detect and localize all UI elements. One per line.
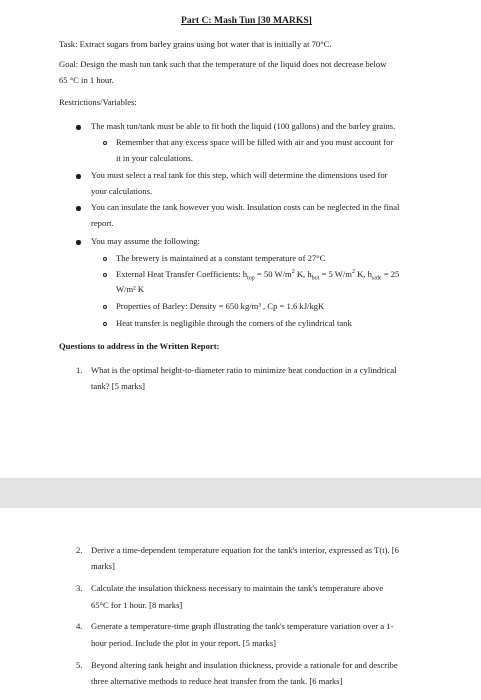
sub-bullet-1-1-line-1: Remember that any excess space will be filled with air and you must account for <box>116 137 394 147</box>
question-1-line-2: tank? [5 marks] <box>91 381 145 391</box>
question-1-line-1: What is the optimal height-to-diameter ratio to minimize heat conduction in a cylindrical <box>91 365 397 375</box>
question-2-line-2: marks] <box>91 561 115 571</box>
question-5-line-2: three alternative methods to reduce heat transfer from the tank. [6 marks] <box>91 676 343 686</box>
sub-bullet-4-2-line-1: External Heat Transfer Coefficients: $h_{top} = 50$ $W/m^2$ K, $h_{bot} = 5$ $W/m^2$ K, $h_{side} = 25$ <box>116 269 400 282</box>
question-2-number: 2. <box>76 545 83 555</box>
question-4-line-2: hour period. Include the plot in your report. [5 marks] <box>91 638 276 648</box>
sub-bullet-4-3 <box>103 305 107 309</box>
question-4-line-1: Generate a temperature-time graph illustrating the tank's temperature variation over a 1- <box>91 621 394 631</box>
restrictions-heading: Restrictions/Variables: <box>59 97 137 107</box>
goal-line-1: Goal: Design the mash tun tank such that the temperature of the liquid does not decrease below <box>59 59 387 69</box>
question-5-number: 5. <box>76 660 83 670</box>
part-title: Part C: Mash Tun [30 MARKS] <box>181 15 312 26</box>
page-2 <box>0 508 481 700</box>
question-1-number: 1. <box>76 365 83 375</box>
sub-bullet-4-4-text: Heat transfer is negligible through the corners of the cylindrical tank <box>116 318 352 328</box>
bullet-4 <box>76 240 81 245</box>
bullet-3-line-1: You can insulate the tank however you wish. Insulation costs can be neglected in the final <box>91 202 400 212</box>
questions-heading: Questions to address in the Written Report: <box>59 341 220 351</box>
task-text: Task: Extract sugars from barley grains using hot water that is initially at 70°C. <box>59 39 332 49</box>
sub-bullet-4-4 <box>103 322 107 326</box>
question-3-line-2: 65°C for 1 hour. [8 marks] <box>91 600 183 610</box>
bullet-2-line-2: your calculations. <box>91 186 153 196</box>
question-4-number: 4. <box>76 621 83 631</box>
sub-bullet-1-1-line-2: it in your calculations. <box>116 153 193 163</box>
bullet-3 <box>76 206 81 211</box>
bullet-2 <box>76 174 81 179</box>
question-5-line-1: Beyond altering tank height and insulation thickness, provide a rationale for and describe <box>91 660 398 670</box>
bullet-1-text: The mash tun/tank must be able to fit both the liquid (100 gallons) and the barley grains. <box>91 121 396 131</box>
bullet-4-text: You may assume the following: <box>91 236 200 246</box>
sub-bullet-4-3-text: Properties of Barley: Density = 650 kg/m³ , Cp = 1.6 kJ/kgK <box>116 301 325 311</box>
question-3-number: 3. <box>76 583 83 593</box>
sub-bullet-4-1-text: The brewery is maintained at a constant temperature of 27°C <box>116 253 326 263</box>
sub-bullet-4-2-line-2: W/m² K <box>116 284 145 294</box>
bullet-3-line-2: report. <box>91 218 114 228</box>
page-separator <box>0 478 481 508</box>
bullet-1 <box>76 125 81 130</box>
question-3-line-1: Calculate the insulation thickness necessary to maintain the tank's temperature above <box>91 583 384 593</box>
question-2-line-1: Derive a time-dependent temperature equation for the tank's interior, expressed as T(t). [6 <box>91 545 399 555</box>
sub-bullet-4-2 <box>103 273 107 277</box>
sub-bullet-1-1 <box>103 141 107 145</box>
bullet-2-line-1: You must select a real tank for this step, which will determine the dimensions used for <box>91 170 388 180</box>
goal-line-2: 65 °C in 1 hour. <box>59 75 114 85</box>
sub-bullet-4-1 <box>103 257 107 261</box>
